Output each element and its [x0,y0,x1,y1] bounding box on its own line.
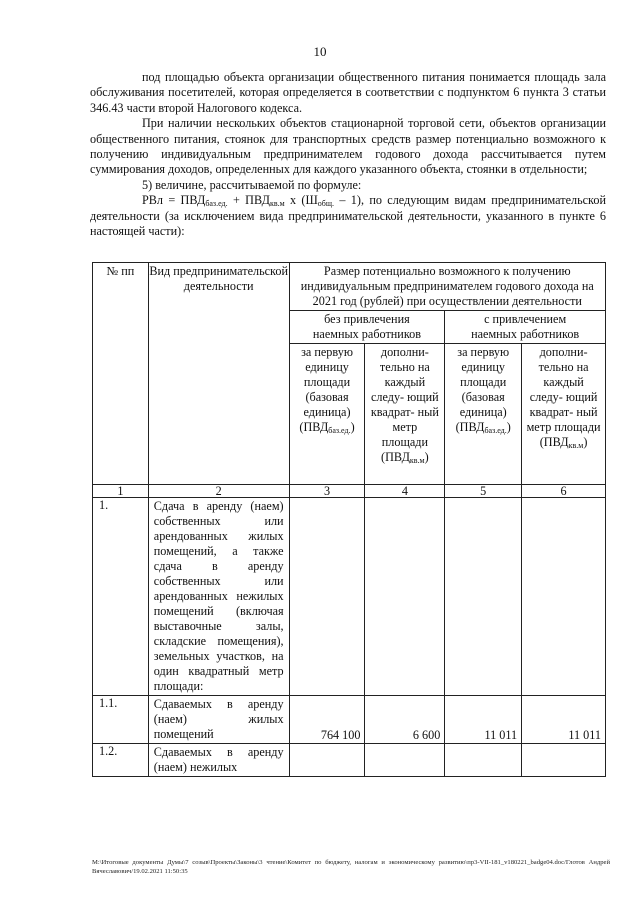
row-value [522,744,606,777]
paragraph-area-definition: под площадью объекта организации общественного питания понимается площадь зала обслуживания посетителей, которая определяется в соответствии с подпунктом 6 пункта 3 статьи 346.43 части второй Налогового кодекса. [90,70,606,115]
row-value [445,744,522,777]
row-value [445,498,522,696]
column-number: 6 [522,485,606,498]
header-first-unit-2: за первую единицу площади (базовая единица) $(ПВД_{баз.ед.})$ [445,344,522,485]
formula-rest: – 1), по следующим видам предпринимательской деятельности (за исключением вида предпринимательской деятельности, указанного в пункте 6 настоящей части): [90,193,606,239]
formula-sub-total: общ. [317,199,335,209]
header-num: № пп [93,263,149,485]
column-number: 4 [365,485,445,498]
formula-lhs: РВл = ПВД [142,193,206,208]
row-value: 6 600 [365,696,445,744]
column-number-row [93,485,606,498]
table-row [93,696,606,744]
column-number: 5 [445,485,522,498]
row-value: 764 100 [289,696,365,744]
row-number: 1.2. [93,744,149,777]
body-text [90,70,606,239]
formula-sub-sqm: кв.м [269,199,285,209]
header-first-unit: за первую единицу площади (базовая единица) $(ПВД_{баз.ед.})$ [289,344,365,485]
column-number: 2 [148,485,289,498]
formula-plus: + ПВД [227,193,270,208]
row-value: 11 011 [445,696,522,744]
header-with-employees: с привлечением наемных работников [445,311,606,344]
row-number: 1. [93,498,149,696]
table-row [93,498,606,696]
page-number: 10 [313,44,327,59]
header-activity: Вид предпринимательской деятельности [148,263,289,485]
column-number: 1 [93,485,149,498]
formula-x: х (Ш [284,193,318,208]
row-value [365,498,445,696]
file-path-footer: M:\Итоговые документы Думы\7 созыв\Проекты\Законы\3 чтение\Комитет по бюджету, налогам и экономическому развитию\пр3-VII-181_v180221_badge04.doc/Глотов Андрей Вячеславович/19.02.2021 11:50:35 [92,859,610,875]
row-activity: Сдаваемых в аренду (наем) жилых помещений [148,696,289,744]
row-activity: Сдача в аренду (наем) собственных или арендованных жилых помещений, а также сдача в аренду собственных или арендованных нежилых помещений (включая выставочные залы, складские помещения), земельных участков, на один квадратный метр площади: [148,498,289,696]
header-income-size: Размер потенциально возможного к получению индивидуальным предпринимателем годового дохода на 2021 год (рублей) при осуществлении деятельности [289,263,605,311]
header-additional-sqm-2: дополни- тельно на каждый следу- ющий квадрат- ный метр площади $(ПВД_{кв.м})$ [522,344,606,485]
row-value: 11 011 [522,696,606,744]
header-additional-sqm: дополни- тельно на каждый следу- ющий квадрат- ный метр площади $(ПВД_{кв.м})$ [365,344,445,485]
income-table [92,262,606,777]
table-row [93,744,606,777]
paragraph-formula [90,193,606,239]
row-value [522,498,606,696]
paragraph-multiple-objects: При наличии нескольких объектов стационарной торговой сети, объектов организации общественного питания, стоянок для транспортных средств размер потенциально возможного к получению индивидуальным предпринимателем годового дохода рассчитывается путем суммирования доходов, определенных для каждого указанного объекта, стоянки в отдельности; [90,116,606,177]
header-without-employees: без привлечения наемных работников [289,311,445,344]
row-value [289,498,365,696]
row-value [365,744,445,777]
row-number: 1.1. [93,696,149,744]
row-activity: Сдаваемых в аренду (наем) нежилых [148,744,289,777]
column-number: 3 [289,485,365,498]
row-value [289,744,365,777]
paragraph-formula-intro: 5) величине, рассчитываемой по формуле: [142,177,362,192]
formula-sub-base: баз.ед. [205,199,228,209]
